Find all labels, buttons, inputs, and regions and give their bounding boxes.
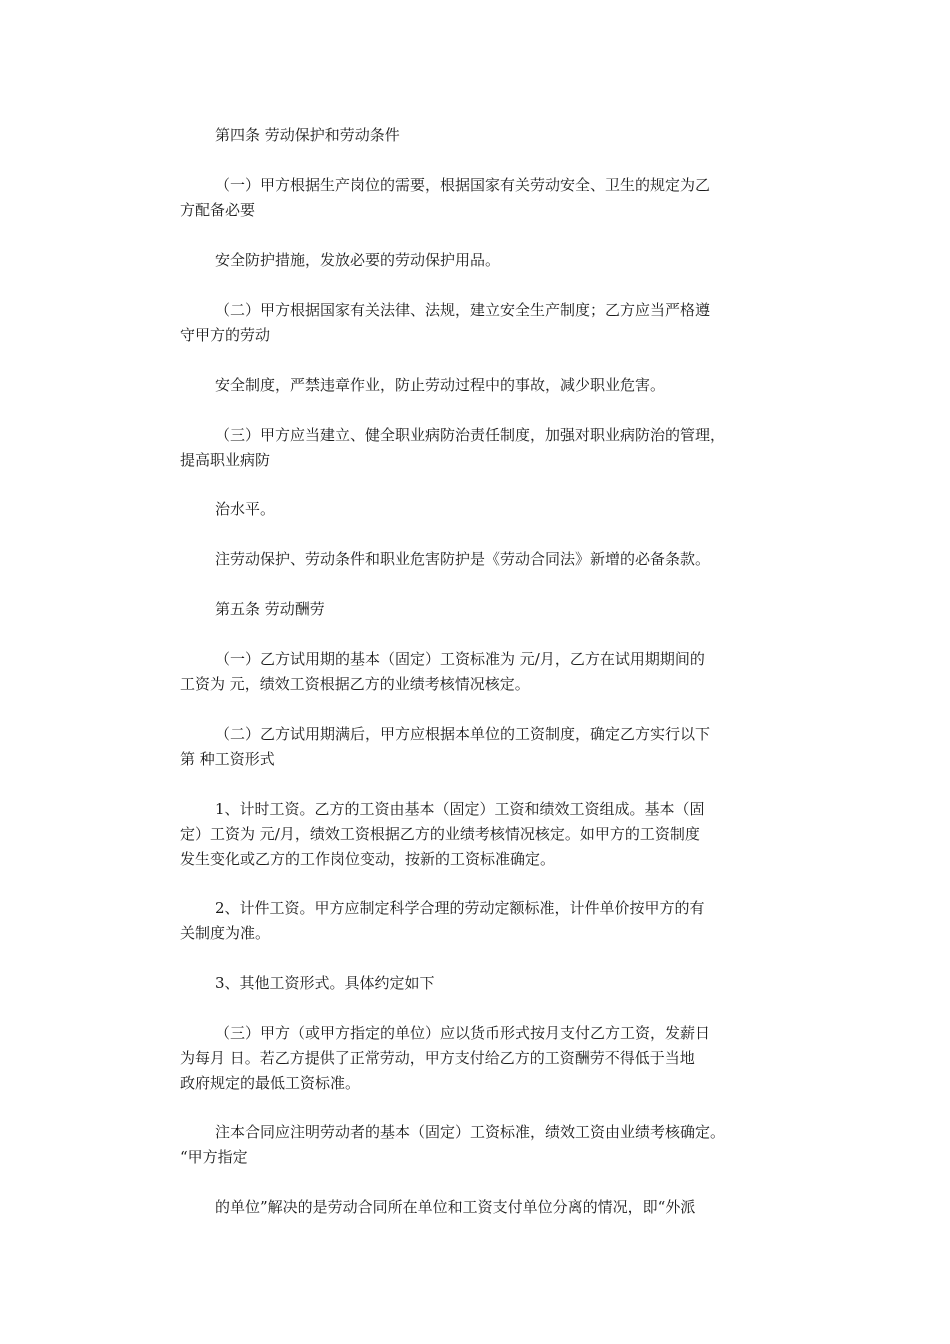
note-4 <box>180 547 780 572</box>
text-line: 定）工资为 元/月，绩效工资根据乙方的业绩考核情况核定。如甲方的工资制度 <box>180 825 700 843</box>
text-line: 1、计时工资。乙方的工资由基本（固定）工资和绩效工资组成。基本（固 <box>215 800 705 818</box>
clause-5-2 <box>180 722 780 772</box>
text-line: 第 种工资形式 <box>180 750 275 768</box>
article-5-heading <box>180 597 780 622</box>
text-line: 为每月 日。若乙方提供了正常劳动，甲方支付给乙方的工资酬劳不得低于当地 <box>180 1049 695 1067</box>
clause-4-2-cont <box>180 373 780 398</box>
text-line: 治水平。 <box>215 500 276 518</box>
text-line: 注劳动保护、劳动条件和职业危害防护是《劳动合同法》新增的必备条款。 <box>215 550 711 568</box>
text-line: 关制度为准。 <box>180 924 271 942</box>
text-line: （三）甲方应当建立、健全职业病防治责任制度，加强对职业病防治的管理， <box>215 426 726 444</box>
text-line: 第四条 劳动保护和劳动条件 <box>215 126 400 144</box>
text-line: 安全制度，严禁违章作业，防止劳动过程中的事故，减少职业危害。 <box>215 376 666 394</box>
text-line: 2、计件工资。甲方应制定科学合理的劳动定额标准，计件单价按甲方的有 <box>215 899 705 917</box>
clause-4-1-cont <box>180 248 780 273</box>
text-line: “甲方指定 <box>180 1148 248 1166</box>
wage-type-1 <box>180 797 780 872</box>
text-line: （三）甲方（或甲方指定的单位）应以货币形式按月支付乙方工资，发薪日 <box>215 1024 711 1042</box>
text-line: 第五条 劳动酬劳 <box>215 600 325 618</box>
text-line: 工资为 元，绩效工资根据乙方的业绩考核情况核定。 <box>180 675 530 693</box>
text-line: 政府规定的最低工资标准。 <box>180 1074 361 1092</box>
text-line: 方配备必要 <box>180 201 256 219</box>
text-line: （二）甲方根据国家有关法律、法规，建立安全生产制度；乙方应当严格遵 <box>215 301 711 319</box>
text-line: 发生变化或乙方的工作岗位变动，按新的工资标准确定。 <box>180 850 556 868</box>
text-line: （二）乙方试用期满后，甲方应根据本单位的工资制度，确定乙方实行以下 <box>215 725 711 743</box>
text-line: （一）乙方试用期的基本（固定）工资标准为 元/月，乙方在试用期期间的 <box>215 650 705 668</box>
text-line: （一）甲方根据生产岗位的需要，根据国家有关劳动安全、卫生的规定为乙 <box>215 176 711 194</box>
clause-5-3 <box>180 1021 780 1096</box>
clause-4-3 <box>180 423 780 473</box>
wage-type-3 <box>180 971 780 996</box>
text-line: 3、其他工资形式。具体约定如下 <box>215 974 435 992</box>
note-5-cont <box>180 1195 780 1220</box>
text-line: 提高职业病防 <box>180 451 271 469</box>
text-line: 守甲方的劳动 <box>180 326 271 344</box>
text-line: 的单位”解决的是劳动合同所在单位和工资支付单位分离的情况，即“外派 <box>215 1198 696 1216</box>
clause-4-3-cont <box>180 497 780 522</box>
wage-type-2 <box>180 896 780 946</box>
clause-5-1 <box>180 647 780 697</box>
article-4-heading <box>180 123 780 148</box>
clause-4-2 <box>180 298 780 348</box>
text-line: 安全防护措施，发放必要的劳动保护用品。 <box>215 251 501 269</box>
clause-4-1 <box>180 173 780 223</box>
text-line: 注本合同应注明劳动者的基本（固定）工资标准，绩效工资由业绩考核确定。 <box>215 1123 726 1141</box>
note-5 <box>180 1120 780 1170</box>
